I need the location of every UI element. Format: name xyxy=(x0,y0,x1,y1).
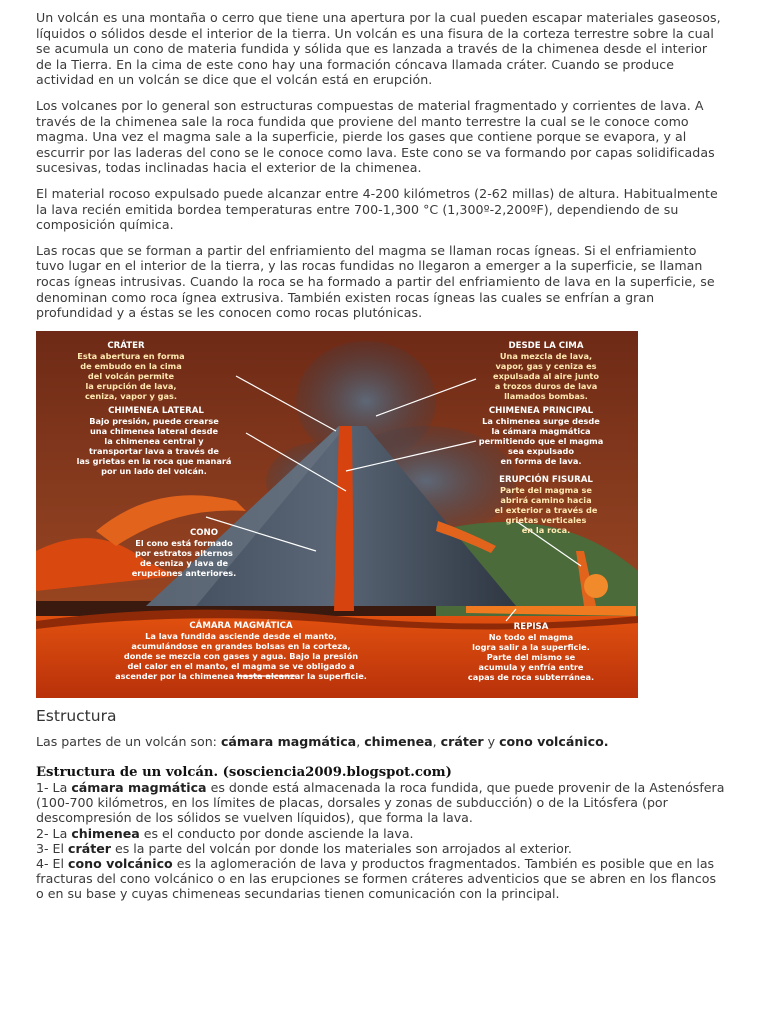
list-item-term: cámara magmática xyxy=(71,780,207,795)
repisa-line: No todo el magma xyxy=(488,632,574,642)
erupcion-fisural-title: ERUPCIÓN FISURAL xyxy=(499,475,593,485)
crater-line: de embudo en la cima xyxy=(80,361,182,371)
crater-line: la erupción de lava, xyxy=(85,381,177,391)
cono-line: de ceniza y lava de xyxy=(139,558,229,568)
repisa-line: acumula y enfría entre xyxy=(478,662,584,672)
cono-title: CONO xyxy=(189,528,219,538)
camara-line: ascender por la chimenea hasta alcanzar la superficie. xyxy=(115,671,367,681)
repisa-line: logra salir a la superficie. xyxy=(472,642,590,652)
desde-cima-line: vapor, gas y ceniza es xyxy=(495,361,597,371)
repisa-line: capas de roca subterránea. xyxy=(467,672,595,682)
list-item xyxy=(36,826,726,841)
erupcion-fisural-line: Parte del magma se xyxy=(500,485,592,495)
intro-paragraph-1: Un volcán es una montaña o cerro que tiene una apertura por la cual pueden escapar materiales gaseosos, líquidos o sólidos desde el interior de la tierra. Un volcán es una fisura de la corteza terrestre sobre la cual se acumula un cono de materia fundida y sólida que es lanzada a través de la chimenea desde el interior de la Tierra. En la cima de este cono hay una formación cóncava llamada cráter. Cuando se produce actividad en un volcán se dice que el volcán está en erupción. xyxy=(36,10,721,88)
repisa-title: REPISA xyxy=(513,622,549,632)
chimenea-principal-line: La chimenea surge desde xyxy=(482,416,600,426)
list-item-term: cráter xyxy=(68,840,111,856)
chimenea-principal-line: la cámara magmática xyxy=(491,426,591,436)
desde-cima-line: expulsada al aire junto xyxy=(493,371,599,381)
parts-sep: , xyxy=(356,734,365,749)
list-item-text: es la aglomeración de lava y productos fragmentados. También es posible que en las fracturas del cono volcánico o en las erupciones se formen cráteres adventicios que se abren en los flancos o en su base y cuyas chimeneas secundarias tienen comunicación con la principal. xyxy=(36,856,717,902)
chimenea-principal-line: permitiendo que el magma xyxy=(478,436,604,446)
erupcion-fisural-line: en la roca. xyxy=(521,525,571,535)
chimenea-lateral-line: una chimenea lateral desde xyxy=(89,426,219,436)
list-item-text: es donde está almacenada la roca fundida, que puede provenir de la Astenósfera (100-700 kilómetros, en los límites de placas, dorsales y zonas de subducción) o de la Litósfera (por descompresión de los sólidos se vuelven líquidos), que forma la lava. xyxy=(36,780,725,826)
cono-line: por estratos alternos xyxy=(135,548,233,558)
camara-line: donde se mezcla con gases y agua. Bajo la presión xyxy=(123,651,359,661)
list-item-text: es el conducto por donde asciende la lava. xyxy=(139,825,414,841)
chimenea-lateral-title: CHIMENEA LATERAL xyxy=(108,406,204,416)
part-cono: cono volcánico. xyxy=(499,734,609,749)
list-item xyxy=(36,856,726,902)
crater-line: del volcán permite xyxy=(87,371,175,381)
chimenea-lateral-line: Bajo presión, puede crearse xyxy=(89,416,219,426)
chimenea-lateral-line: transportar lava a través de xyxy=(89,446,219,456)
section-heading: Estructura xyxy=(36,707,117,725)
intro-text xyxy=(36,10,726,331)
list-item xyxy=(36,841,726,856)
list-item-num: 3- El xyxy=(36,840,69,856)
structure-list xyxy=(36,780,726,902)
part-chimenea: chimenea xyxy=(364,734,433,749)
list-item xyxy=(36,780,726,826)
erupcion-fisural-line: el exterior a través de xyxy=(494,505,598,515)
structure-title: Estructura de un volcán. (sosciencia2009.blogspot.com) xyxy=(36,765,452,780)
list-item-term: cono volcánico xyxy=(68,856,173,872)
camara-line: del calor en el manto, el magma se ve obligado a xyxy=(127,661,355,671)
list-item-term: chimenea xyxy=(71,825,140,841)
erupcion-fisural-line: grietas verticales xyxy=(505,515,587,525)
list-item-num: 4- El xyxy=(36,856,69,872)
list-item-num: 2- La xyxy=(36,825,72,841)
list-item-text: es la parte del volcán por donde los materiales son arrojados al exterior. xyxy=(110,840,572,856)
erupcion-fisural-line: abrirá camino hacia xyxy=(500,495,592,505)
repisa-line: Parte del mismo se xyxy=(486,652,576,662)
part-camara: cámara magmática xyxy=(220,734,357,749)
chimenea-lateral-line: por un lado del volcán. xyxy=(101,466,207,476)
cono-line: El cono está formado xyxy=(135,538,233,548)
part-crater: cráter xyxy=(440,734,484,749)
intro-paragraph-2: Los volcanes por lo general son estructuras compuestas de material fragmentado y corrientes de lava. A través de la chimenea sale la roca fundida que proviene del manto terrestre la cual se le conoce como magma. Una vez el magma sale a la superficie, pierde los gases que contiene porque se evapora, y al escurrir por las laderas del cono se le conoce como lava. Este cono se va formando por capas solidificadas sucesivas, todas inclinadas hacia el exterior de la chimenea. xyxy=(36,97,715,176)
crater-line: Esta abertura en forma xyxy=(77,351,185,361)
cono-line: erupciones anteriores. xyxy=(131,568,237,578)
intro-paragraph-4: Las rocas que se forman a partir del enfriamiento del magma se llaman rocas ígneas. Si el enfriamiento tuvo lugar en el interior de la tierra, y las rocas fundidas no llegaron a emerger a la superficie, se llaman rocas ígneas intrusivas. Cuando la roca se ha formado a partir del enfriamiento de lava en la superficie, se denominan como roca ígnea extrusiva. También existen rocas ígneas las cuales se enfrían a gran profundidad y a éstas se les conocen como rocas plutónicas. xyxy=(36,242,715,321)
chimenea-lateral-line: las grietas en la roca que manará xyxy=(76,456,232,466)
camara-title: CÁMARA MAGMÁTICA xyxy=(189,621,293,631)
list-item-num: 1- La xyxy=(36,780,72,795)
parts-sep: y xyxy=(483,734,500,749)
chimenea-lateral-line: la chimenea central y xyxy=(104,436,204,446)
desde-cima-line: Una mezcla de lava, xyxy=(499,351,593,361)
camara-line: acumulándose en grandes bolsas en la corteza, xyxy=(131,641,351,651)
crater-line: ceniza, vapor y gas. xyxy=(84,391,178,401)
camara-line: La lava fundida asciende desde el manto, xyxy=(145,631,337,641)
volcano-diagram xyxy=(36,331,638,698)
chimenea-principal-title: CHIMENEA PRINCIPAL xyxy=(488,406,594,416)
parts-sep: , xyxy=(432,734,441,749)
parts-sentence xyxy=(36,734,609,749)
intro-paragraph-3: El material rocoso expulsado puede alcanzar entre 4-200 kilómetros (2-62 millas) de altura. Habitualmente la lava recién emitida bordea temperaturas entre 700-1,300 °C (1,300º-2,200ºF), dependiendo de su composición química. xyxy=(36,185,718,233)
chimenea-principal-line: sea expulsado xyxy=(507,446,575,456)
parts-prefix: Las partes de un volcán son: xyxy=(36,734,221,749)
desde-cima-line: llamados bombas. xyxy=(504,391,588,401)
desde-cima-line: a trozos duros de lava xyxy=(494,381,598,391)
crater-title: CRÁTER xyxy=(107,341,145,351)
label-desde-la-cima xyxy=(493,341,599,401)
desde-cima-title: DESDE LA CIMA xyxy=(508,341,584,351)
chimenea-principal-line: en forma de lava. xyxy=(500,456,582,466)
